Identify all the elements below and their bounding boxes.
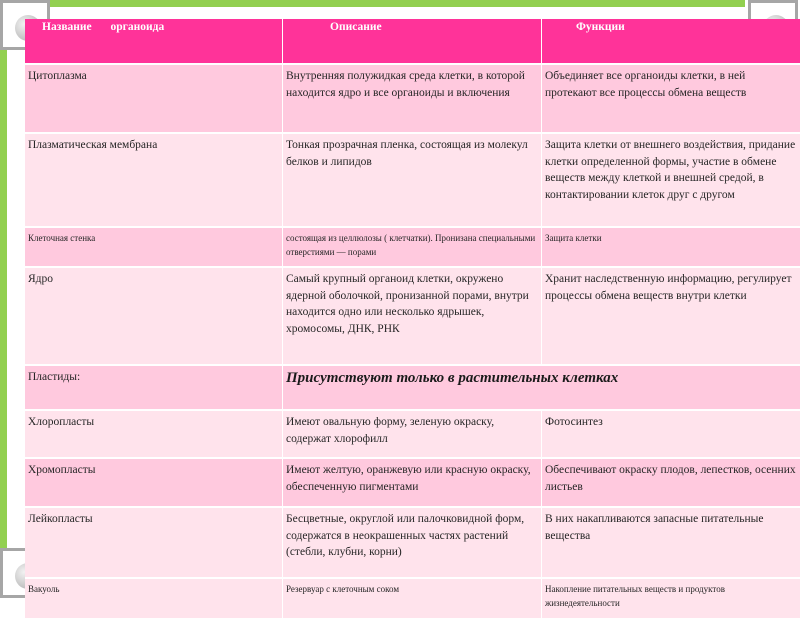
row-vacuole-name: Вакуоль: [25, 579, 282, 618]
row-cytoplasm-name: Цитоплазма: [25, 65, 282, 132]
row-vacuole-description: Резервуар с клеточным соком: [283, 579, 541, 618]
row-nucleus-name: Ядро: [25, 268, 282, 364]
row-cytoplasm-functions: Объединяет все органоиды клетки, в ней протекают все процессы обмена веществ: [542, 65, 800, 132]
row-vacuole-functions: Накопление питательных веществ и продуктов жизнедеятельности: [542, 579, 800, 618]
header-name: Название органоида: [25, 19, 282, 63]
frame-top-bar: [0, 0, 745, 7]
row-nucleus-functions: Хранит наследственную информацию, регулирует процессы обмена веществ внутри клетки: [542, 268, 800, 364]
row-leucoplasts-description: Бесцветные, округлой или палочковидной форм, содержатся в неокрашенных частях растений (стебли, клубни, корни): [283, 508, 541, 577]
row-cell-wall-functions: Защита клетки: [542, 228, 800, 266]
row-chromoplasts-description: Имеют желтую, оранжевую или красную окраску, обеспеченную пигментами: [283, 459, 541, 506]
row-chloroplasts-description: Имеют овальную форму, зеленую окраску, содержат хлорофилл: [283, 411, 541, 457]
row-cytoplasm-description: Внутренняя полужидкая среда клетки, в которой находится ядро и все органоиды и включения: [283, 65, 541, 132]
row-cell-wall-description: состоящая из целлюлозы ( клетчатки). Пронизана специальными отверстиями — порами: [283, 228, 541, 266]
row-leucoplasts-name: Лейкопласты: [25, 508, 282, 577]
row-chloroplasts-functions: Фотосинтез: [542, 411, 800, 457]
frame-left-bar: [0, 0, 7, 550]
row-chromoplasts-functions: Обеспечивают окраску плодов, лепестков, осенних листьев: [542, 459, 800, 506]
row-leucoplasts-functions: В них накапливаются запасные питательные вещества: [542, 508, 800, 577]
header-functions: Функции: [542, 19, 800, 63]
row-nucleus-description: Самый крупный органоид клетки, окружено ядерной оболочкой, пронизанной порами, внутри находится одно или несколько ядрышек, хромосомы, ДНК, РНК: [283, 268, 541, 364]
organelles-table: [25, 19, 800, 608]
row-membrane-functions: Защита клетки от внешнего воздействия, придание клетки определенной формы, участие в обмене веществ между клеткой и внешней средой, в контактировании клеток друг с другом: [542, 134, 800, 226]
row-plastids-name: Пластиды:: [25, 366, 282, 409]
row-chloroplasts-name: Хлоропласты: [25, 411, 282, 457]
row-chromoplasts-name: Хромопласты: [25, 459, 282, 506]
row-membrane-name: Плазматическая мембрана: [25, 134, 282, 226]
row-plastids-note: Присутствуют только в растительных клетках: [283, 366, 800, 409]
header-description: Описание: [283, 19, 541, 63]
row-cell-wall-name: Клеточная стенка: [25, 228, 282, 266]
row-membrane-description: Тонкая прозрачная пленка, состоящая из молекул белков и липидов: [283, 134, 541, 226]
